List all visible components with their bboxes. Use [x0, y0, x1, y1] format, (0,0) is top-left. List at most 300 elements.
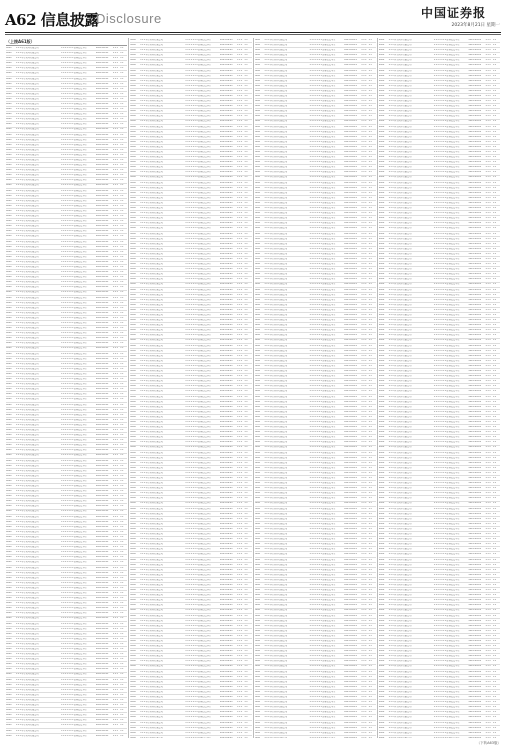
table-cell: ×××基金管理有限公司 [388, 293, 412, 296]
table-cell: ×××××××证券投资基金 [185, 59, 212, 62]
table-cell: 2023-08-21 [468, 237, 482, 240]
table-cell: 2023-08-21 [468, 288, 482, 291]
table-cell: ××× [361, 471, 367, 474]
table-cell: 0000 [130, 370, 136, 373]
table-cell: 0000 [130, 135, 136, 138]
table-cell: ××× [236, 156, 243, 159]
table-cell: ×××基金管理有限公司 [388, 125, 412, 128]
table-cell: 0000 [130, 380, 136, 383]
table-cell: ×××××××证券投资基金 [433, 609, 460, 612]
table-cell: ×× [492, 288, 497, 291]
table-cell: ×××基金管理有限公司 [15, 113, 39, 116]
table-cell: ××× [236, 100, 243, 103]
table-cell: 0000 [6, 505, 12, 508]
table-cell: 2023-08-21 [219, 59, 233, 62]
table-cell: ×× [492, 471, 497, 474]
table-cell: 0000 [6, 444, 12, 447]
table-cell: ××× [236, 578, 243, 581]
table-cell: 0000 [254, 115, 261, 118]
table-cell: ××× [236, 222, 243, 225]
table-cell: ×××××××证券投资基金 [309, 726, 336, 729]
table-cell: ×××××××证券投资基金 [185, 79, 212, 82]
table-cell: ×××基金管理有限公司 [139, 69, 163, 72]
table-cell: ××× [361, 257, 367, 260]
table-cell: ×××××××证券投资基金 [309, 212, 336, 215]
table-cell: ×××基金管理有限公司 [388, 614, 412, 617]
table-cell: 0000 [254, 135, 261, 138]
table-cell: ×× [119, 82, 124, 85]
table-cell: ×× [119, 97, 124, 100]
table-cell: 2023-08-21 [95, 469, 109, 472]
table-cell: 0000 [254, 533, 261, 536]
table-cell: ×××基金管理有限公司 [264, 507, 288, 510]
table-cell: ×× [119, 194, 124, 197]
table-cell: ×××××××证券投资基金 [60, 235, 87, 238]
table-cell: ××× [112, 138, 119, 141]
table-cell: ×××××××证券投资基金 [433, 140, 460, 143]
table-cell: ×××基金管理有限公司 [388, 84, 412, 87]
table-cell: ××× [361, 186, 367, 189]
table-cell: ×××基金管理有限公司 [264, 161, 288, 164]
table-cell: ×× [368, 624, 373, 627]
table-cell: ×××基金管理有限公司 [139, 410, 163, 413]
table-cell: ×××××××证券投资基金 [60, 714, 87, 717]
table-cell: ××× [361, 84, 367, 87]
table-cell: ×××基金管理有限公司 [264, 237, 288, 240]
table-cell: ×××××××证券投资基金 [309, 74, 336, 77]
table-cell: ×××基金管理有限公司 [139, 477, 163, 479]
table-cell: ×× [368, 191, 373, 194]
table-cell: 2023-08-21 [468, 441, 482, 444]
table-cell: 2023-08-21 [219, 349, 233, 352]
table-cell: ×××××××证券投资基金 [60, 586, 87, 589]
table-cell: ×××××××证券投资基金 [309, 599, 336, 602]
table-cell: ×××基金管理有限公司 [388, 558, 412, 561]
table-cell: 0000 [254, 512, 261, 515]
table-cell: 0000 [6, 342, 12, 345]
table-cell: 2023-08-21 [468, 176, 482, 179]
table-cell: ×××基金管理有限公司 [388, 247, 412, 250]
table-cell: 0000 [6, 653, 12, 656]
table-cell: ×××基金管理有限公司 [264, 84, 288, 87]
table-cell: 0000 [130, 533, 136, 536]
table-cell: 2023-08-21 [468, 410, 482, 413]
table-cell: ×××××××证券投资基金 [309, 79, 336, 82]
table-cell: ×××基金管理有限公司 [139, 191, 163, 194]
table-cell: 0000 [378, 466, 385, 469]
table-cell: 2023-08-21 [219, 696, 233, 699]
table-cell: 2023-08-21 [344, 314, 357, 316]
table-cell: ×× [244, 217, 248, 220]
table-cell: ×××××××证券投资基金 [309, 364, 336, 367]
table-cell: 2023-08-21 [344, 110, 357, 113]
table-cell: 0000 [130, 609, 136, 612]
table-cell: ×× [119, 556, 124, 559]
table-cell: ×× [368, 212, 373, 215]
table-cell: 2023-08-21 [344, 69, 357, 72]
table-cell: ×××××××证券投资基金 [433, 461, 460, 464]
table-cell: 2023-08-21 [95, 342, 109, 345]
table-cell: 0000 [254, 247, 261, 250]
table-cell: ×× [244, 426, 248, 429]
table-cell: ×××××××证券投资基金 [433, 349, 460, 352]
table-cell: ×××××××证券投资基金 [433, 207, 460, 210]
table-cell: ×××基金管理有限公司 [15, 408, 39, 411]
table-cell: ××× [485, 573, 491, 576]
table-cell: ×××基金管理有限公司 [388, 59, 412, 62]
table-cell: ××× [236, 543, 243, 546]
table-cell: 0000 [254, 156, 261, 159]
table-cell: ×××基金管理有限公司 [139, 685, 163, 688]
table-cell: 0000 [254, 721, 261, 724]
table-cell: ×××基金管理有限公司 [264, 227, 288, 230]
table-cell: ×× [119, 327, 124, 330]
table-cell: ×××××××证券投资基金 [433, 538, 460, 541]
table-cell: 2023-08-21 [344, 660, 357, 663]
table-cell: ×× [119, 235, 124, 238]
table-cell: ×××基金管理有限公司 [264, 79, 288, 82]
table-cell: ×××××××证券投资基金 [185, 364, 212, 367]
table-cell: ×××基金管理有限公司 [15, 648, 39, 650]
table-cell: ×××基金管理有限公司 [264, 319, 288, 322]
table-cell: ×× [368, 492, 373, 495]
table-cell: ××× [485, 359, 491, 362]
table-cell: 2023-08-21 [344, 726, 357, 729]
table-cell: ×××××××证券投资基金 [185, 242, 212, 245]
table-cell: 0000 [378, 217, 385, 220]
table-cell: ××× [361, 151, 367, 153]
table-cell: ×× [492, 207, 497, 210]
table-cell: ××× [361, 487, 367, 490]
table-cell: 0000 [6, 510, 12, 513]
table-cell: 2023-08-21 [219, 385, 233, 388]
table-cell: 2023-08-21 [219, 242, 233, 245]
table-cell: ××× [236, 171, 243, 174]
table-cell: ×××基金管理有限公司 [15, 576, 39, 579]
table-cell: ×××基金管理有限公司 [139, 614, 163, 617]
table-cell: ××× [112, 133, 119, 136]
table-cell: 2023-08-21 [344, 171, 357, 174]
table-cell: ×××××××证券投资基金 [185, 329, 212, 332]
table-cell: ××× [361, 512, 367, 515]
table-cell: 2023-08-21 [95, 591, 109, 594]
table-cell: 2023-08-21 [344, 273, 357, 276]
table-cell: ×××基金管理有限公司 [15, 398, 39, 401]
table-cell: 2023-08-21 [219, 278, 233, 281]
table-cell: 0000 [130, 257, 136, 260]
table-cell: 2023-08-21 [95, 500, 109, 503]
table-cell: 0000 [254, 222, 261, 225]
table-cell: ×× [119, 683, 124, 686]
table-cell: 0000 [130, 629, 136, 632]
table-cell: 0000 [378, 257, 385, 260]
table-cell: ××× [236, 64, 243, 67]
table-cell: 2023-08-21 [468, 298, 482, 301]
table-cell: ×××××××证券投资基金 [185, 507, 212, 510]
table-cell: 0000 [6, 113, 12, 116]
table-cell: ×××基金管理有限公司 [139, 237, 163, 240]
table-cell: ×××基金管理有限公司 [139, 319, 163, 322]
table-cell: ×××基金管理有限公司 [139, 645, 163, 648]
table-row [130, 736, 251, 738]
table-row [255, 736, 376, 738]
table-cell: ×××基金管理有限公司 [388, 370, 412, 373]
table-cell: 0000 [130, 232, 136, 235]
table-cell: 2023-08-21 [95, 148, 109, 151]
table-cell: ×××××××证券投资基金 [433, 385, 460, 388]
table-cell: 0000 [6, 525, 12, 528]
table-cell: ××× [485, 390, 491, 393]
table-cell: 2023-08-21 [95, 525, 109, 528]
table-cell: 2023-08-21 [95, 551, 109, 554]
table-cell: 2023-08-21 [468, 466, 482, 469]
table-cell: 2023-08-21 [219, 436, 233, 439]
table-cell: ×××基金管理有限公司 [15, 612, 39, 615]
table-cell: 2023-08-21 [468, 527, 482, 530]
table-cell: ×××××××证券投资基金 [185, 690, 212, 693]
table-cell: ××× [236, 604, 243, 607]
table-cell: ×× [119, 510, 124, 513]
table-cell: ×× [119, 637, 124, 640]
table-cell: ×× [244, 573, 248, 576]
table-cell: ×××基金管理有限公司 [388, 441, 412, 444]
table-cell: ×××××××证券投资基金 [433, 247, 460, 250]
table-cell: ××× [485, 461, 491, 464]
table-cell: 2023-08-21 [95, 225, 109, 228]
table-cell: ×××××××证券投资基金 [433, 497, 460, 500]
table-cell: ×× [119, 566, 124, 569]
table-cell: ×××××××证券投资基金 [60, 77, 87, 80]
table-cell: ××× [485, 446, 491, 449]
table-cell: ×××基金管理有限公司 [139, 79, 163, 82]
table-cell: 0000 [254, 354, 261, 357]
table-cell: ×××基金管理有限公司 [15, 220, 39, 223]
table-cell: 2023-08-21 [95, 337, 109, 340]
table-cell: 2023-08-21 [95, 357, 109, 360]
table-cell: 0000 [6, 92, 12, 95]
table-cell: ×××××××证券投资基金 [433, 507, 460, 510]
table-cell: 2023-08-21 [219, 237, 233, 240]
table-cell: ×××基金管理有限公司 [139, 171, 163, 174]
table-cell: ×××基金管理有限公司 [139, 538, 163, 541]
table-cell: 0000 [378, 675, 385, 678]
table-cell: 0000 [254, 120, 261, 123]
table-cell: 0000 [254, 263, 261, 266]
table-cell: ×× [368, 120, 373, 123]
table-cell: ×××基金管理有限公司 [264, 701, 288, 704]
table-cell: 2023-08-21 [344, 161, 357, 164]
table-cell: 2023-08-21 [344, 522, 357, 525]
table-cell: ×× [492, 629, 497, 632]
table-cell: ×××基金管理有限公司 [139, 568, 163, 571]
table-cell: 0000 [254, 706, 261, 709]
table-cell: ××× [236, 415, 243, 418]
table-cell: ×× [119, 306, 124, 309]
table-cell: 2023-08-21 [344, 308, 357, 311]
table-cell: ×× [119, 352, 124, 355]
table-cell: ××× [112, 398, 119, 401]
table-cell: 2023-08-21 [219, 466, 233, 469]
table-cell: ×××××××证券投资基金 [309, 685, 336, 688]
table-cell: ××× [485, 64, 491, 67]
table-cell: 0000 [378, 436, 385, 439]
table-cell: 2023-08-21 [344, 451, 357, 454]
table-cell: ×××基金管理有限公司 [264, 38, 288, 41]
table-cell: ×× [119, 184, 124, 187]
table-cell: ××× [112, 204, 119, 207]
table-cell: 2023-08-21 [95, 520, 109, 523]
table-cell: 0000 [130, 38, 136, 41]
table-cell: 0000 [6, 683, 12, 686]
table-cell: ×× [368, 629, 373, 632]
table-cell: 2023-08-21 [95, 444, 109, 447]
table-cell: ××× [112, 143, 119, 146]
table-cell: ××× [112, 342, 119, 345]
table-cell: ××× [361, 59, 367, 62]
table-cell: ×× [368, 731, 373, 734]
table-cell: ×××××××证券投资基金 [185, 538, 212, 541]
table-cell: ×× [368, 303, 373, 306]
table-cell: 2023-08-21 [219, 655, 233, 658]
table-cell: ×××××××证券投资基金 [60, 398, 87, 401]
table-cell: ××× [236, 288, 243, 291]
table-cell: 0000 [254, 94, 261, 97]
table-cell: ×××××××证券投资基金 [309, 84, 336, 87]
table-cell: ×××基金管理有限公司 [388, 359, 412, 362]
table-cell: ××× [361, 64, 367, 67]
table-cell: ×××基金管理有限公司 [139, 242, 163, 245]
table-cell: ×××××××证券投资基金 [60, 495, 87, 498]
table-cell: 2023-08-21 [95, 102, 109, 105]
table-cell: ×××××××证券投资基金 [309, 558, 336, 561]
table-cell: 0000 [6, 479, 12, 482]
table-cell: 0000 [6, 393, 12, 396]
table-cell: ×××基金管理有限公司 [15, 704, 39, 707]
table-cell: 0000 [254, 716, 261, 719]
table-cell: ××× [236, 517, 243, 520]
table-cell: ×× [119, 530, 124, 533]
table-cell: ×××××××证券投资基金 [309, 354, 336, 357]
table-cell: ×× [368, 563, 373, 566]
table-cell: 0000 [378, 420, 385, 423]
table-cell: ××× [112, 108, 119, 111]
table-cell: ××× [361, 711, 367, 714]
table-cell: 0000 [254, 660, 261, 663]
table-cell: ××× [485, 655, 491, 658]
table-cell: 2023-08-21 [219, 578, 233, 581]
table-cell: ×××基金管理有限公司 [139, 436, 163, 439]
table-cell: 0000 [130, 196, 136, 199]
table-cell: ×××××××证券投资基金 [433, 451, 460, 454]
table-cell: 0000 [130, 283, 136, 286]
table-cell: ×××基金管理有限公司 [139, 604, 163, 607]
table-cell: 0000 [254, 619, 261, 622]
table-cell: ×××基金管理有限公司 [15, 663, 39, 666]
table-cell: ×× [368, 487, 373, 490]
table-cell: 2023-08-21 [95, 688, 109, 691]
table-cell: ×××××××证券投资基金 [60, 566, 87, 569]
table-cell: 2023-08-21 [219, 563, 233, 566]
table-cell: ×××××××证券投资基金 [185, 176, 212, 179]
table-cell: ×××××××证券投资基金 [185, 237, 212, 240]
table-cell: ×××基金管理有限公司 [15, 459, 39, 462]
table-cell: 0000 [130, 405, 136, 408]
table-cell: 0000 [130, 120, 136, 123]
table-cell: ×× [492, 69, 497, 72]
table-cell: ×××××××证券投资基金 [185, 568, 212, 571]
table-cell: ×××××××证券投资基金 [185, 222, 212, 225]
table-cell: ×××××××证券投资基金 [309, 201, 336, 204]
table-cell: ××× [236, 456, 243, 459]
table-cell: 0000 [254, 201, 261, 204]
table-cell: ×××××××证券投资基金 [60, 556, 87, 559]
table-cell: ×××××××证券投资基金 [60, 617, 87, 620]
table-cell: 2023-08-21 [219, 517, 233, 520]
table-cell: ×××基金管理有限公司 [15, 52, 39, 55]
table-cell: ××× [112, 602, 119, 605]
table-cell: ×××××××证券投资基金 [185, 334, 212, 337]
table-cell: ×××基金管理有限公司 [264, 548, 288, 551]
table-cell: ×× [492, 38, 497, 41]
table-cell: ×××××××证券投资基金 [309, 237, 336, 240]
table-cell: ××× [485, 680, 491, 683]
table-cell: ×× [119, 240, 124, 243]
table-cell: ×× [119, 383, 124, 386]
table-cell: 2023-08-21 [344, 247, 357, 250]
table-cell: ×××××××证券投资基金 [433, 161, 460, 164]
table-cell: ××× [112, 250, 119, 253]
table-cell: ×× [119, 485, 124, 487]
table-cell: ×××××××证券投资基金 [309, 242, 336, 245]
table-cell: ×××基金管理有限公司 [388, 385, 412, 388]
table-cell: 2023-08-21 [344, 517, 357, 520]
table-cell: 0000 [254, 471, 261, 474]
table-cell: ×××××××证券投资基金 [309, 380, 336, 383]
table-cell: ×× [368, 100, 373, 103]
table-cell: ×× [368, 655, 373, 658]
table-cell: 2023-08-21 [344, 125, 357, 128]
table-cell: ×× [368, 517, 373, 520]
table-cell: ×××××××证券投资基金 [60, 418, 87, 421]
table-cell: ×× [368, 482, 373, 485]
table-cell: ×××××××证券投资基金 [309, 573, 336, 576]
table-cell: ××× [485, 711, 491, 714]
table-cell: ×× [244, 512, 248, 515]
table-cell: ×××基金管理有限公司 [139, 405, 163, 408]
table-cell: ××× [112, 607, 119, 610]
table-cell: ×××××××证券投资基金 [433, 334, 460, 337]
table-cell: ×× [492, 278, 497, 281]
table-cell: 0000 [378, 359, 385, 362]
table-cell: ××× [485, 640, 491, 642]
table-cell: ×××××××证券投资基金 [60, 434, 87, 437]
table-cell: ×××××××证券投资基金 [60, 454, 87, 457]
table-cell: ×××××××证券投资基金 [60, 485, 87, 487]
table-cell: ×××××××证券投资基金 [309, 54, 336, 57]
table-cell: ×××××××证券投资基金 [309, 660, 336, 663]
table-cell: 2023-08-21 [344, 354, 357, 357]
table-cell: 2023-08-21 [344, 268, 357, 271]
table-cell: ×× [492, 456, 497, 459]
table-cell: 0000 [254, 548, 261, 551]
table-cell: ×× [368, 436, 373, 439]
table-cell: 2023-08-21 [219, 252, 233, 255]
table-cell: 2023-08-21 [95, 133, 109, 136]
table-cell: 2023-08-21 [344, 655, 357, 658]
table-cell: 2023-08-21 [468, 222, 482, 225]
table-cell: ×× [244, 548, 248, 551]
table-cell: ××× [485, 344, 491, 347]
